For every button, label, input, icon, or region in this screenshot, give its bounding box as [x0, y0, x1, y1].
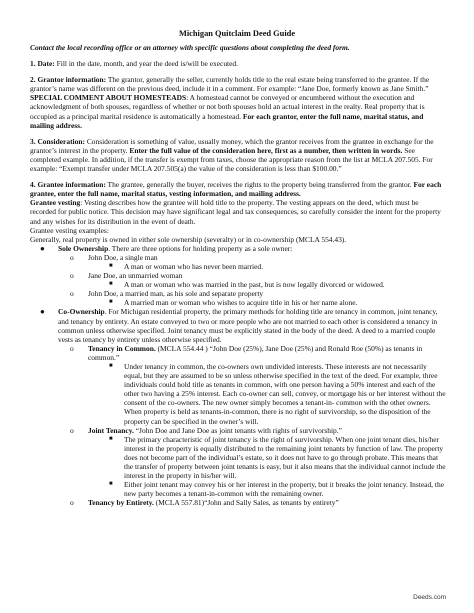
- joint-tenancy-description-2: Either joint tenant may convey his or her interest in the property, but it breaks the joint tenancy. Instead, the new party becomes a tenant-in-common with the remaining owner.: [124, 480, 444, 499]
- section-consideration-text: Consideration is something of value, usually money, which the grantor receives from the grantee in exchange for the grantor’s interest in the property.: [30, 136, 434, 155]
- vesting-examples-label: Grantee vesting examples:: [30, 225, 109, 235]
- bullet-icon: ●: [40, 243, 45, 253]
- consideration-exempt-text: See completed example. In addition, if the transfer is exempt from taxes, choose the appropriate reason from the list at MCLA 207.505. For example: “Exempt transfer under MCLA 207.505(a) the value of the consideration is less than $100.00.”: [30, 145, 433, 174]
- intro-note: Contact the local recording office or an attorney with specific questions about completing the deed form.: [30, 43, 350, 52]
- grantee-vesting-text: : Vesting describes how the grantee will hold title to the property. The vesting appears on the deed, which must be recorded for public notice. This decision may have significant legal and tax consequences, so carefully consider the intent for the property and any wishes for its distribution in the event of death.: [30, 198, 441, 226]
- document-body: [30, 43, 446, 508]
- list-item-jt-desc-2: [30, 480, 446, 498]
- sole-ownership-text: . There are three options for holding property as a sole owner:: [108, 243, 293, 253]
- joint-tenancy-text: “John Doe and Jane Doe as joint tenants with rights of survivorship.”: [133, 425, 342, 435]
- tenancy-in-common-heading: Tenancy in Common.: [88, 343, 156, 353]
- section-consideration: [30, 137, 446, 173]
- sole-ownership-heading: Sole Ownership: [58, 243, 109, 253]
- list-item-single-desc: [30, 262, 446, 271]
- section-grantor-text: The grantor, generally the seller, currently holds title to the real estate being transferred to the grantee. If the grantor’s name was different on the previous deed, include it in a comment. For example: “Jane Doe, formerly known as Jane Smith.”: [30, 75, 430, 94]
- circle-bullet-icon: o: [70, 271, 74, 281]
- separate-property-label: John Doe, a married man, as his sole and separate property: [88, 289, 264, 299]
- list-item-tic-desc: [30, 362, 446, 426]
- tenancy-in-common-text: (MCLA 554.44 ) “John Doe (25%), Jane Doe (25%) and Ronald Roe (50%) as tenants in common.”: [88, 343, 423, 362]
- circle-bullet-icon: o: [70, 498, 74, 508]
- consideration-instruction: Enter the full value of the consideration here, first as a number, then written in words.: [129, 145, 403, 155]
- grantee-instruction: For each grantee, enter the full name, marital status, vesting information, and mailing address.: [30, 180, 442, 199]
- list-item-single-man: [30, 253, 446, 262]
- circle-bullet-icon: o: [70, 252, 74, 262]
- vesting-list: [30, 244, 446, 508]
- square-bullet-icon: ■: [109, 281, 113, 288]
- list-item-tenancy-in-common: [30, 344, 446, 362]
- section-grantee: [30, 180, 446, 244]
- list-item-unmarried-desc: [30, 280, 446, 289]
- tenancy-in-common-description: Under tenancy in common, the co-owners own undivided interests. These interests are not necessarily equal, but they are assumed to be so unless otherwise specified in the text of the deed. For example, three individuals could hold title as tenants in common, with one person having a 50% interest and each of the other two having a 25% interest. Each co-owner can sell, convey, or mortgage his or her interest without the consent of the co-owners. The new owner simply becomes a tenant-in- common with the other owners. When property is held as tenants-in-common, there is no right of survivorship, so the disposition of the property can be specified in the owner’s will.: [124, 362, 446, 426]
- list-item-co-ownership: [30, 307, 446, 343]
- single-man-description: A man or woman who has never been married.: [124, 261, 263, 271]
- co-ownership-heading: Co-Ownership: [58, 307, 105, 317]
- list-item-tenancy-by-entirety: [30, 498, 446, 507]
- circle-bullet-icon: o: [70, 343, 74, 353]
- square-bullet-icon: ■: [109, 481, 113, 488]
- single-man-label: John Doe, a single man: [88, 252, 158, 262]
- ownership-general-text: Generally, real property is owned in either sole ownership (severalty) or in co-ownership (MCLA 554.43).: [30, 234, 347, 244]
- section-grantor-heading: 2. Grantor information:: [30, 75, 107, 85]
- section-date-text: Fill in the date, month, and year the deed is/will be executed.: [54, 59, 238, 69]
- tenancy-by-entirety-heading: Tenancy by Entirety.: [88, 498, 154, 508]
- list-item-joint-tenancy: [30, 426, 446, 435]
- homestead-comment-heading: SPECIAL COMMENT ABOUT HOMESTEADS: [30, 93, 187, 103]
- unmarried-woman-label: Jane Doe, an unmarried woman: [88, 271, 183, 281]
- joint-tenancy-heading: Joint Tenancy.: [88, 425, 134, 435]
- list-item-separate-desc: [30, 298, 446, 307]
- section-date-heading: 1. Date:: [30, 59, 55, 69]
- section-grantee-heading: 4. Grantee information:: [30, 180, 106, 190]
- homestead-comment-text: : A homestead cannot be conveyed or encumbered without the execution and acknowledgment of both spouses, regardless of whether or not both spouses hold an actual interest in the realty. Real property that is occupied as a principal marital residence is automatically a homestead.: [30, 93, 425, 121]
- unmarried-woman-description: A man or woman who was married in the past, but is now legally divorced or widowed.: [124, 280, 385, 290]
- circle-bullet-icon: o: [70, 425, 74, 435]
- square-bullet-icon: ■: [109, 299, 113, 306]
- section-grantor: [30, 75, 446, 130]
- tenancy-by-entirety-text: (MCLA 557.81)“John and Sally Sales, as tenants by entirety”: [153, 498, 339, 508]
- footer-source: Deeds.com: [413, 594, 446, 601]
- section-consideration-heading: 3. Consideration:: [30, 136, 85, 146]
- bullet-icon: ●: [40, 307, 45, 317]
- list-item-jt-desc-1: [30, 435, 446, 480]
- page-title: Michigan Quitclaim Deed Guide: [178, 29, 296, 38]
- grantee-vesting-heading: Grantee vesting: [30, 198, 81, 208]
- list-item-sole-ownership: [30, 244, 446, 253]
- section-date: [30, 59, 446, 68]
- circle-bullet-icon: o: [70, 289, 74, 299]
- joint-tenancy-description-1: The primary characteristic of joint tenancy is the right of survivorship. When one joint tenant dies, his/her interest in the property is equally distributed to the remaining joint tenants by function of law. The property does not become part of the individual’s estate, so it does not have to go through probate. This means that the transfer of property between joint tenants is easy, but it also means that the individual cannot include the interest in the property in his/her will.: [124, 434, 446, 481]
- square-bullet-icon: ■: [109, 363, 113, 369]
- grantor-instruction: For each grantor, enter the full name, marital status, and mailing address.: [30, 111, 424, 130]
- square-bullet-icon: ■: [109, 435, 113, 442]
- co-ownership-text: . For Michigan residential property, the primary methods for holding title are tenancy in common, joint tenancy, and tenancy by entirety. An estate conveyed to two or more people who are not married to each other is considered a tenancy in common unless otherwise specified. Joint tenancy must be explicitly stated in the body of the deed. A deed to a married couple vests as tenancy by entirety unless otherwise specified.: [58, 307, 438, 344]
- section-grantee-text: The grantee, generally the buyer, receives the rights to the property being transferred from the grantor.: [105, 180, 414, 190]
- square-bullet-icon: ■: [109, 262, 113, 269]
- separate-property-description: A married man or woman who wishes to acquire title in his or her name alone.: [124, 298, 358, 308]
- list-item-separate-property: [30, 289, 446, 298]
- list-item-unmarried-woman: [30, 271, 446, 280]
